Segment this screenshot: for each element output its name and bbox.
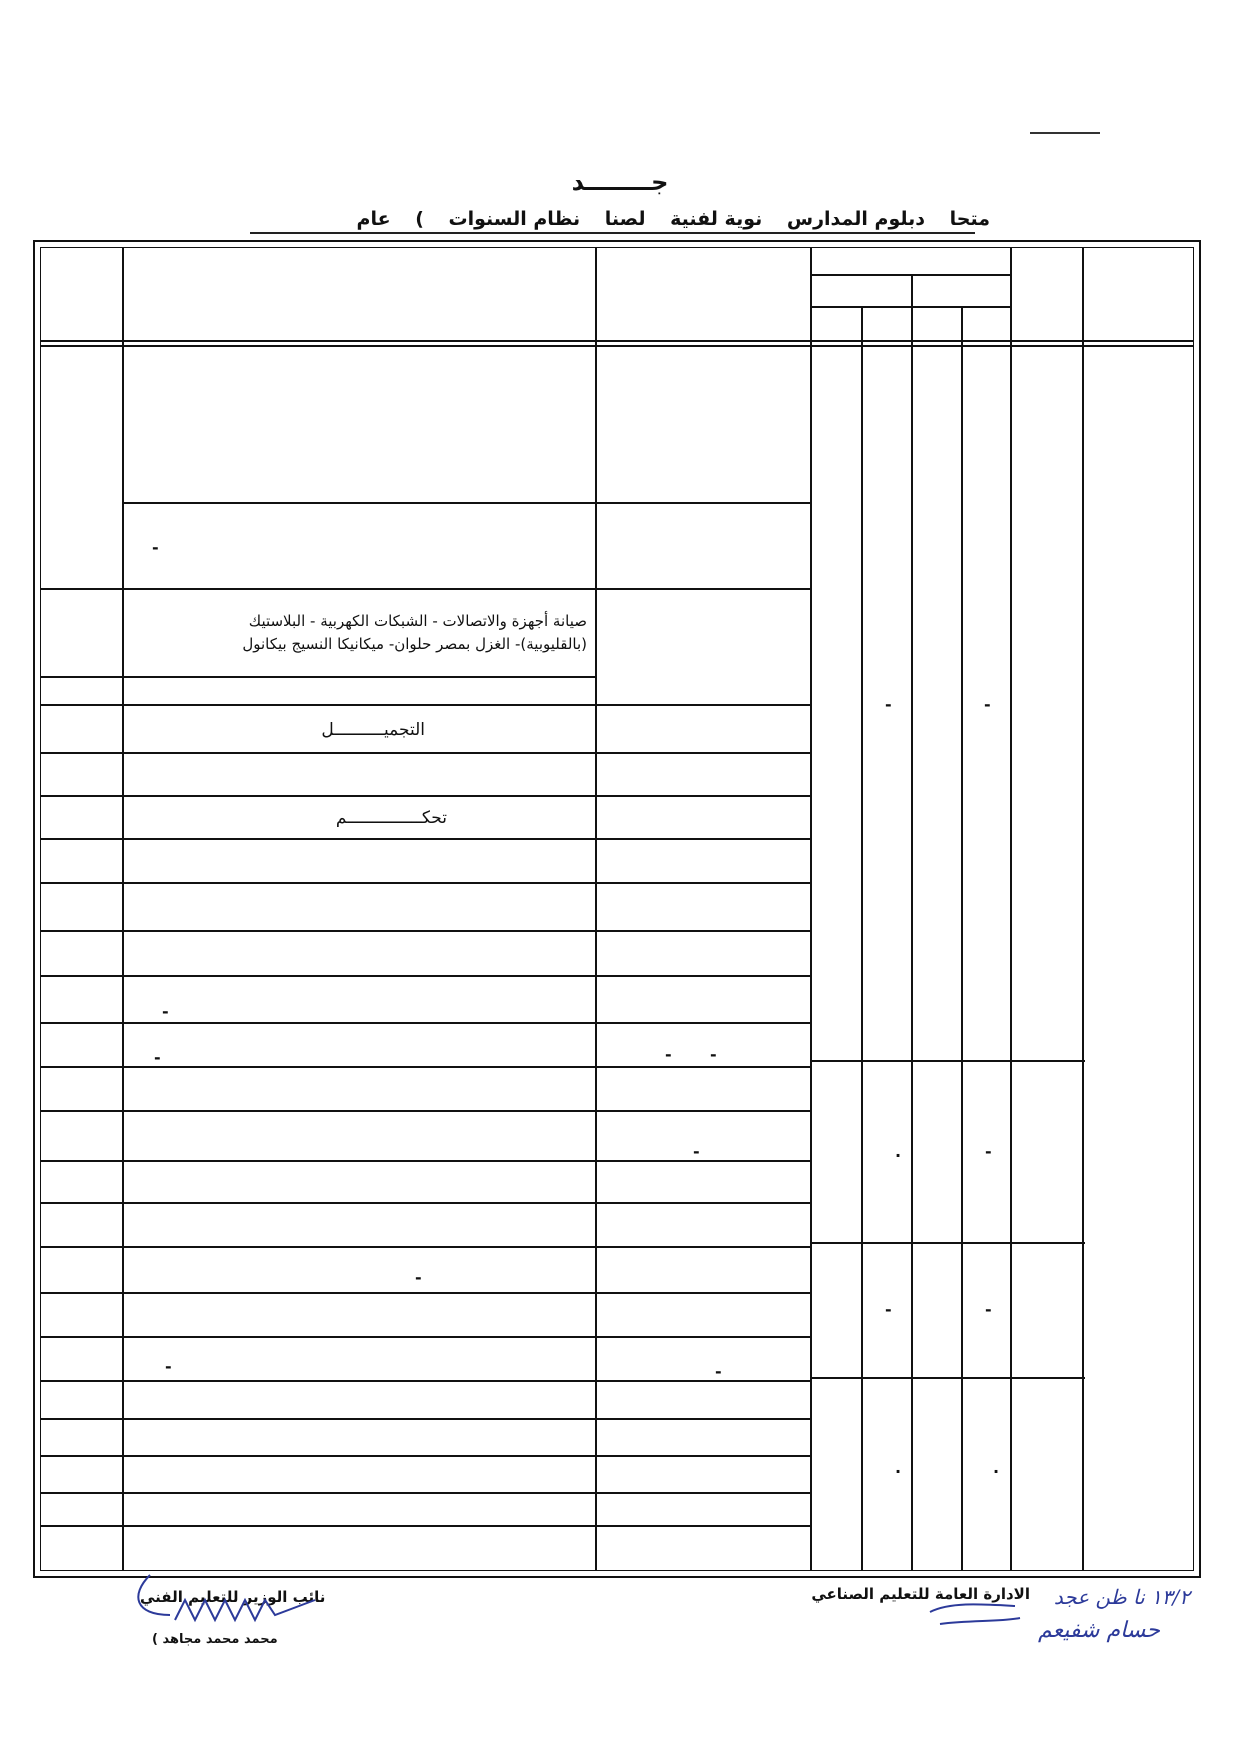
row-line bbox=[40, 1525, 810, 1527]
dot-mark: . bbox=[895, 1458, 902, 1477]
group-line bbox=[810, 1377, 1085, 1379]
header-bottom-line bbox=[40, 340, 1194, 342]
header-bottom-line-2 bbox=[40, 345, 1194, 347]
row-line bbox=[40, 1455, 810, 1457]
dash-mark: - bbox=[710, 1045, 717, 1064]
specialization-line-2: (بالقليوبية)- الغزل بمصر حلوان- ميكانيكا النسيج بيكانول bbox=[242, 635, 587, 653]
col-line-6 bbox=[961, 306, 963, 1571]
table-inner-border bbox=[40, 247, 1194, 1571]
dash-mark: - bbox=[665, 1045, 672, 1064]
row-line bbox=[40, 588, 810, 590]
section-tahakom: تحكـــــــــــــــم bbox=[335, 808, 447, 828]
subtitle-part-2: دبلوم المدارس bbox=[786, 208, 926, 230]
dash-mark: - bbox=[985, 1142, 992, 1161]
right-org-title: الادارة العامة للتعليم الصناعي bbox=[811, 1585, 1030, 1603]
page-title: جــــــــد bbox=[571, 168, 669, 196]
subtitle-part-5: نظام السنوات bbox=[448, 208, 581, 230]
col-line-4 bbox=[861, 306, 863, 1571]
handwritten-name: حسام شفيعم bbox=[1038, 1618, 1160, 1643]
right-signature-stroke bbox=[920, 1592, 1040, 1632]
row-line bbox=[40, 1110, 810, 1112]
row-line bbox=[40, 1418, 810, 1420]
header-sub-line-1 bbox=[810, 274, 1010, 276]
dash-mark: - bbox=[715, 1362, 722, 1381]
row-line bbox=[40, 882, 810, 884]
col-line-7 bbox=[1010, 247, 1012, 1571]
dash-mark: - bbox=[165, 1357, 172, 1376]
subtitle-part-7: عام bbox=[356, 208, 391, 230]
top-right-dash bbox=[1030, 132, 1100, 134]
dash-mark: - bbox=[162, 1002, 169, 1021]
dash-mark: - bbox=[152, 538, 159, 557]
col-line-1 bbox=[122, 247, 124, 1571]
row-line bbox=[40, 795, 810, 797]
col-line-3 bbox=[810, 247, 812, 1571]
left-official-title: نائب الوزير للتعليم الفني bbox=[140, 1588, 326, 1606]
subtitle-underline bbox=[250, 232, 975, 234]
dot-mark: . bbox=[895, 1142, 902, 1161]
subtitle-part-1: متحا bbox=[949, 208, 990, 230]
dash-mark: - bbox=[154, 1048, 161, 1067]
left-signature-stroke bbox=[120, 1565, 330, 1635]
col-line-2 bbox=[595, 247, 597, 1571]
subtitle-part-4: لصنا bbox=[604, 208, 646, 230]
row-line bbox=[40, 704, 810, 706]
dash-mark: - bbox=[885, 1300, 892, 1319]
col-line-8 bbox=[1082, 247, 1084, 1571]
header-sub-line-2 bbox=[810, 306, 1010, 308]
subtitle-part-6: ) bbox=[415, 208, 424, 230]
group-line bbox=[810, 1242, 1085, 1244]
row-line bbox=[40, 1292, 810, 1294]
row-line bbox=[40, 1336, 810, 1338]
row-line bbox=[40, 1022, 810, 1024]
row-line bbox=[40, 1492, 810, 1494]
section-tajmeel: التجميــــــــــل bbox=[321, 720, 425, 740]
dash-mark: - bbox=[693, 1142, 700, 1161]
group-line bbox=[810, 1060, 1085, 1062]
row-line bbox=[40, 975, 810, 977]
dash-mark: - bbox=[984, 695, 991, 714]
row-line bbox=[40, 676, 595, 678]
row-line bbox=[40, 1246, 810, 1248]
page-subtitle bbox=[339, 208, 990, 230]
row-line bbox=[40, 930, 810, 932]
handwritten-date: ١٣/٢ نا ظن عجد bbox=[1053, 1585, 1190, 1609]
row-line bbox=[40, 838, 810, 840]
row-line bbox=[40, 752, 810, 754]
dash-mark: - bbox=[985, 1300, 992, 1319]
specialization-line-1: صيانة أجهزة والاتصالات - الشبكات الكهربية - البلاستيك bbox=[248, 612, 587, 630]
row-line bbox=[122, 502, 810, 504]
dash-mark: - bbox=[885, 695, 892, 714]
row-line bbox=[40, 1202, 810, 1204]
dot-mark: . bbox=[993, 1458, 1000, 1477]
dash-mark: - bbox=[415, 1268, 422, 1287]
subtitle-part-3: نوية لفنية bbox=[670, 208, 763, 230]
left-official-name: محمد محمد مجاهد ) bbox=[152, 1632, 278, 1647]
row-line bbox=[40, 1380, 810, 1382]
